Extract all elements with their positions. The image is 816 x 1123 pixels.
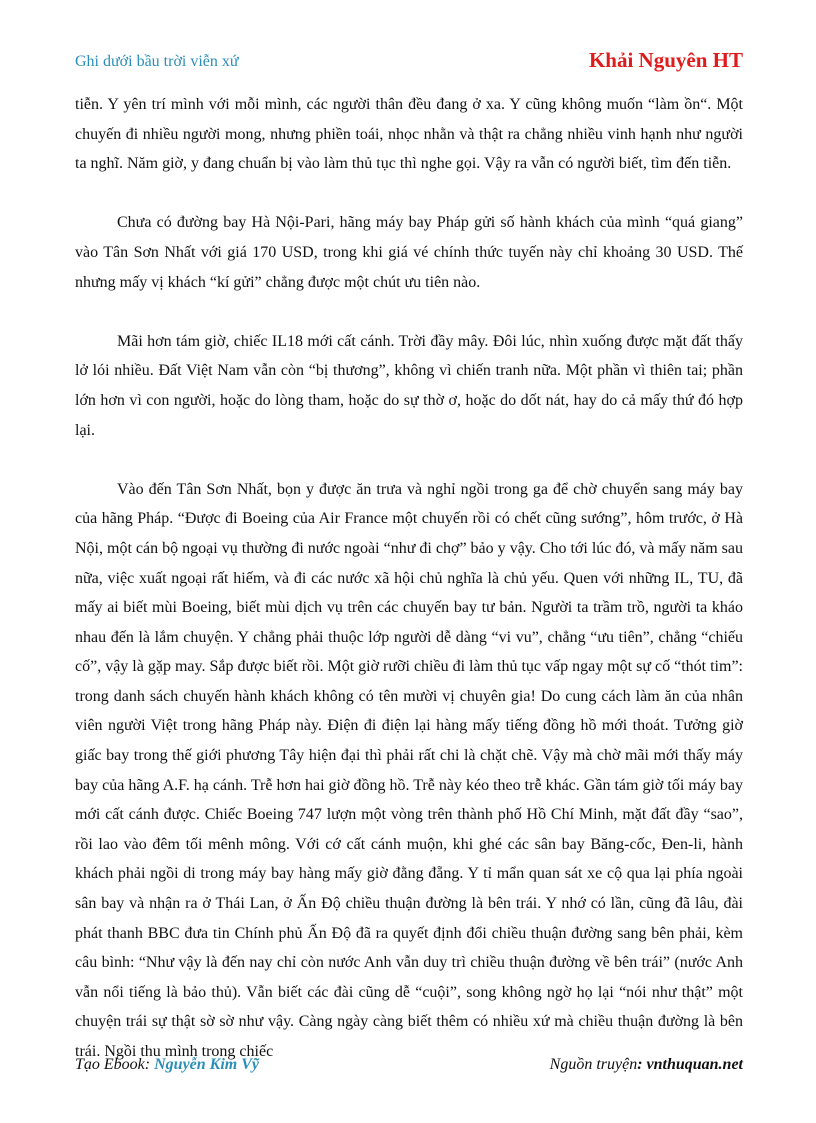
footer-ebook-label: Tạo Ebook — [75, 1056, 145, 1073]
page-footer — [75, 1056, 743, 1078]
page-header — [75, 48, 743, 78]
paragraph-2: Chưa có đường bay Hà Nội-Pari, hãng máy bay Pháp gửi số hành khách của mình “quá giang” vào Tân Sơn Nhất với giá 170 USD, trong khi giá vé chính thức tuyến này chỉ khoảng 30 USD. Thế nhưng mấy vị khách “kí gửi” chẳng được một chút ưu tiên nào. — [75, 214, 743, 291]
footer-source — [550, 1056, 743, 1074]
paragraph-3: Mãi hơn tám giờ, chiếc IL18 mới cất cánh. Trời đầy mây. Đôi lúc, nhìn xuống được mặt đất thấy lở lói nhiều. Đất Việt Nam vẫn còn “bị thương”, không vì chiến tranh nữa. Một phần vì thiên tai; phần lớn hơn vì con người, hoặc do lòng tham, hoặc do sự thờ ơ, hoặc do dốt nát, hay do cả mấy thứ đó hợp lại. — [75, 332, 743, 439]
footer-ebook-credit — [75, 1056, 259, 1074]
footer-ebook-creator: Nguyễn Kim Vỹ — [154, 1056, 259, 1073]
footer-source-label: Nguồn truyện — [549, 1056, 638, 1073]
page-body — [75, 90, 743, 1067]
paragraph-4: Vào đến Tân Sơn Nhất, bọn y được ăn trưa và nghỉ ngồi trong ga để chờ chuyển sang máy bay của hãng Pháp. “Được đi Boeing của Air France một chuyến rồi có chết cũng sướng”, hôm trước, ở Hà Nội, một cán bộ ngoại vụ thường đi nước ngoài “như đi chợ” bảo y vậy. Cho tới lúc đó, và mấy năm sau nữa, việc xuất ngoại rất hiếm, và đi các nước xã hội chủ nghĩa là chủ yếu. Quen với những IL, TU, đã mấy ai biết mùi Boeing, biết mùi dịch vụ trên các chuyến bay tư bản. Người ta trầm trồ, người ta kháo nhau đến là lắm chuyện. Y chẳng phải thuộc lớp người dễ dàng “vi vu”, chẳng “ưu tiên”, chẳng “chiếu cố”, vậy là gặp may. Sắp được biết rồi. Một giờ rưỡi chiều đi làm thủ tục vấp ngay một sự cố “thót tim”: trong danh sách chuyến hành khách không có tên mười vị chuyên gia! Do cung cách làm ăn của nhân viên người Việt trong hãng Pháp này. Điện đi điện lại hàng mấy tiếng đồng hồ mới thoát. Tưởng giờ giấc bay trong thế giới phương Tây hiện đại thì phải rất chi là chặt chẽ. Vậy mà chờ mãi mới thấy máy bay của hãng A.F. hạ cánh. Trễ hơn hai giờ đồng hồ. Trễ này kéo theo trễ khác. Gần tám giờ tối máy bay mới cất cánh được. Chiếc Boeing 747 lượn một vòng trên thành phố Hồ Chí Minh, mặt đất đầy “sao”, rồi lao vào đêm tối mênh mông. Với cớ cất cánh muộn, khi ghé các sân bay Băng-cốc, Đen-li, hành khách phải ngồi di trong máy bay hàng mấy giờ đằng đẵng. Y tỉ mẩn quan sát xe cộ qua lại phía ngoài sân bay và nhận ra ở Thái Lan, ở Ấn Độ chiều thuận đường là bên trái. Y nhớ có lần, cũng đã lâu, đài phát thanh BBC đưa tin Chính phủ Ấn Độ đã ra quyết định đổi chiều thuận đường sang bên phải, kèm câu bình: “Như vậy là đến nay chỉ còn nước Anh vẫn duy trì chiều thuận đường về bên trái” (nước Anh vẫn nổi tiếng là bảo thủ). Vẫn biết các đài cũng dễ “cuội”, song không ngờ họ lại “nói như thật” một chuyện trái sự thật sờ sờ như vậy. Càng ngày càng biết thêm có nhiều xứ mà chiều thuận đường là bên trái. Ngồi thu mình trong chiếc — [75, 480, 743, 1060]
header-author: Khải Nguyên HT — [588, 48, 743, 72]
footer-ebook-separator: : — [144, 1056, 155, 1073]
header-book-title: Ghi dưới bầu trời viễn xứ — [75, 53, 239, 70]
footer-source-separator: : — [637, 1056, 647, 1073]
paragraph-1: tiễn. Y yên trí mình với mỗi mình, các người thân đều đang ở xa. Y cũng không muốn “làm ồn“. Một chuyến đi nhiều người mong, nhưng phiền toái, nhọc nhằn và thật ra chẳng nhiều vinh hạnh như người ta nghĩ. Năm giờ, y đang chuẩn bị vào làm thủ tục thì nghe gọi. Vậy ra vẫn có người biết, tìm đến tiễn. — [75, 96, 743, 173]
footer-source-site[interactable]: vnthuquan.net — [646, 1056, 743, 1073]
